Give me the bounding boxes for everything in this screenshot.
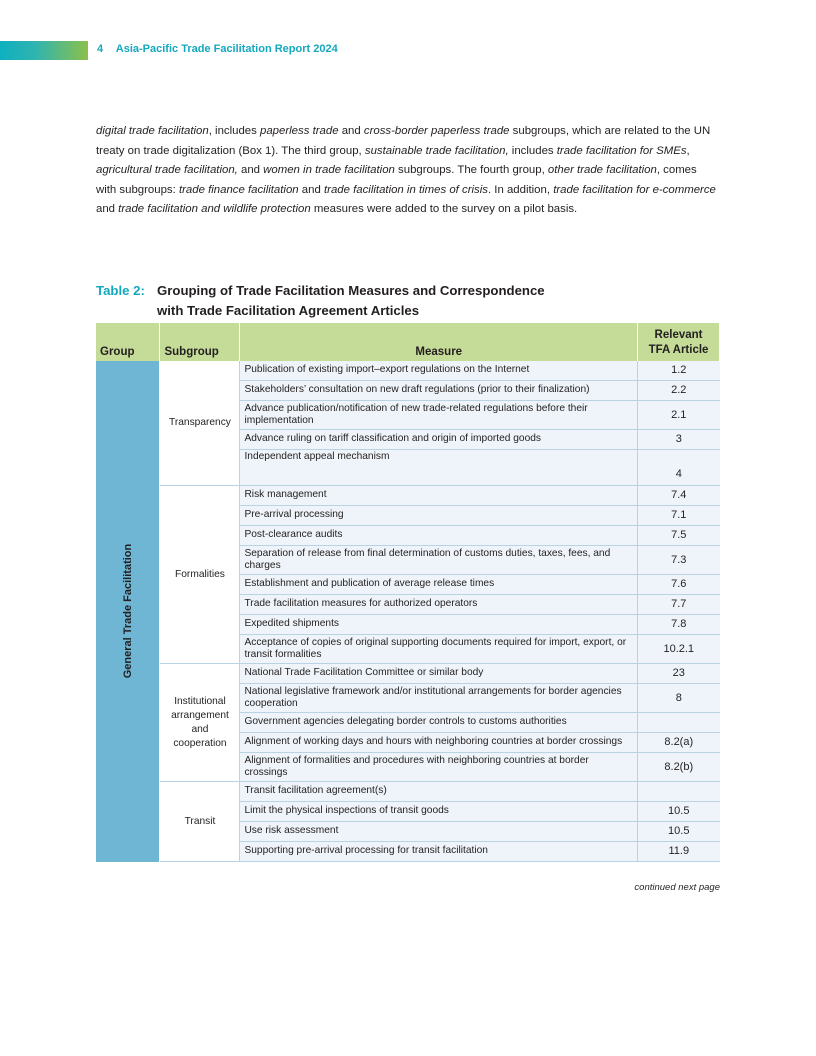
measure-cell: Expedited shipments <box>240 615 638 635</box>
text-run: subgroups. The fourth group, <box>394 164 548 177</box>
measure-cell: Post-clearance audits <box>240 526 638 546</box>
article-cell: 7.6 <box>638 575 720 595</box>
subgroup-cell: Institutional arrangement and cooperation <box>160 664 240 782</box>
article-cell: 2.2 <box>638 381 720 401</box>
text-run: subgroups, which are related to the UN treaty on trade digitalization (Box 1). The third group, <box>96 125 711 157</box>
article-cell: 10.5 <box>638 822 720 842</box>
measure-cell: Risk management <box>240 486 638 506</box>
measure-cell: Independent appeal mechanism <box>240 450 638 486</box>
measure-cell: Advance ruling on tariff classification and origin of imported goods <box>240 430 638 450</box>
article-cell: 8.2(a) <box>638 733 720 753</box>
article-cell: 10.2.1 <box>638 635 720 664</box>
article-cell: 1.2 <box>638 361 720 381</box>
article-cell: 10.5 <box>638 802 720 822</box>
text-run: and <box>338 125 364 137</box>
text-run: and <box>237 164 264 177</box>
table-row <box>96 486 720 506</box>
header-group: Group <box>96 323 160 361</box>
page-number: 4 <box>97 43 104 55</box>
subgroup-cell: Formalities <box>160 486 240 664</box>
text-run: measures were added to the survey on a pilot basis. <box>310 203 578 216</box>
text-run: , <box>686 144 690 157</box>
measure-cell: Government agencies delegating border controls to customs authorities <box>240 713 638 733</box>
measure-cell: Transit facilitation agreement(s) <box>240 782 638 802</box>
table-title <box>96 281 545 320</box>
text-run: includes <box>508 144 557 157</box>
measures-table <box>96 323 720 862</box>
article-cell: 7.1 <box>638 506 720 526</box>
article-cell <box>638 713 720 733</box>
table-title-line2: with Trade Facilitation Agreement Articles <box>157 302 420 318</box>
article-cell: 7.8 <box>638 615 720 635</box>
header-article-line1: Relevant <box>654 329 703 341</box>
article-cell: 11.9 <box>638 842 720 862</box>
article-cell: 23 <box>638 664 720 684</box>
italic-term: paperless trade <box>260 125 339 137</box>
table-title-line1: Grouping of Trade Facilitation Measures and Correspondence <box>157 283 545 298</box>
measure-cell: Establishment and publication of average release times <box>240 575 638 595</box>
measure-cell: Separation of release from final determination of customs duties, taxes, fees, and charges <box>240 546 638 575</box>
measure-cell: Use risk assessment <box>240 822 638 842</box>
article-cell: 7.5 <box>638 526 720 546</box>
measure-cell: Acceptance of copies of original supporting documents required for import, export, or transit formalities <box>240 635 638 664</box>
article-cell <box>638 782 720 802</box>
text-run: , comes with subgroups: <box>96 164 697 196</box>
header-article-line2: TFA Article <box>648 344 709 356</box>
article-cell: 8 <box>638 684 720 713</box>
measure-cell: Stakeholders’ consultation on new draft regulations (prior to their finalization) <box>240 381 638 401</box>
measure-cell: Alignment of working days and hours with neighboring countries at border crossings <box>240 733 638 753</box>
header-article <box>638 323 720 361</box>
italic-term: cross-border paperless trade <box>363 125 510 137</box>
measure-cell: Publication of existing import–export regulations on the Internet <box>240 361 638 381</box>
header-measure: Measure <box>240 323 638 361</box>
italic-term: trade facilitation and wildlife protection <box>118 203 311 216</box>
italic-term: trade facilitation for e-commerce <box>553 183 716 196</box>
italic-term: women in trade facilitation <box>263 164 395 177</box>
measure-cell: Supporting pre-arrival processing for transit facilitation <box>240 842 638 862</box>
report-title: Asia-Pacific Trade Facilitation Report 2024 <box>115 43 338 55</box>
table-row <box>96 664 720 684</box>
table-row <box>96 782 720 802</box>
italic-term: trade finance facilitation <box>178 183 299 196</box>
subgroup-cell: Transparency <box>160 361 240 486</box>
measure-cell: Advance publication/notification of new trade-related regulations before their implementation <box>240 401 638 430</box>
italic-term: trade facilitation for SMEs <box>556 144 687 157</box>
article-cell: 4 <box>638 450 720 486</box>
table-header-row <box>96 323 720 361</box>
text-run: . In addition, <box>487 183 554 196</box>
running-header <box>97 43 338 55</box>
group-cell <box>96 361 160 862</box>
header-color-bar <box>0 41 88 60</box>
article-cell: 7.7 <box>638 595 720 615</box>
text-run: and <box>298 183 324 196</box>
italic-term: agricultural trade facilitation, <box>96 164 238 177</box>
measure-cell: Pre-arrival processing <box>240 506 638 526</box>
body-paragraph <box>96 122 716 220</box>
text-run: , includes <box>208 125 261 137</box>
italic-term: trade facilitation in times of crisis <box>323 183 488 196</box>
measure-cell: Limit the physical inspections of transit goods <box>240 802 638 822</box>
table-label: Table 2: <box>96 283 145 298</box>
article-cell: 3 <box>638 430 720 450</box>
header-subgroup: Subgroup <box>160 323 240 361</box>
measure-cell: Alignment of formalities and procedures with neighboring countries at border crossings <box>240 753 638 782</box>
article-cell: 7.4 <box>638 486 720 506</box>
measure-cell: National legislative framework and/or institutional arrangements for border agencies cooperation <box>240 684 638 713</box>
subgroup-cell: Transit <box>160 782 240 862</box>
italic-term: other trade facilitation <box>547 164 657 177</box>
table-row <box>96 361 720 381</box>
italic-term: digital trade facilitation <box>96 125 209 137</box>
measure-cell: National Trade Facilitation Committee or similar body <box>240 664 638 684</box>
article-cell: 2.1 <box>638 401 720 430</box>
text-run: and <box>96 203 119 216</box>
measure-cell: Trade facilitation measures for authorized operators <box>240 595 638 615</box>
italic-term: sustainable trade facilitation, <box>364 144 509 157</box>
group-label: General Trade Facilitation <box>121 544 134 679</box>
article-cell: 8.2(b) <box>638 753 720 782</box>
article-cell: 7.3 <box>638 546 720 575</box>
continued-note: continued next page <box>634 882 720 893</box>
